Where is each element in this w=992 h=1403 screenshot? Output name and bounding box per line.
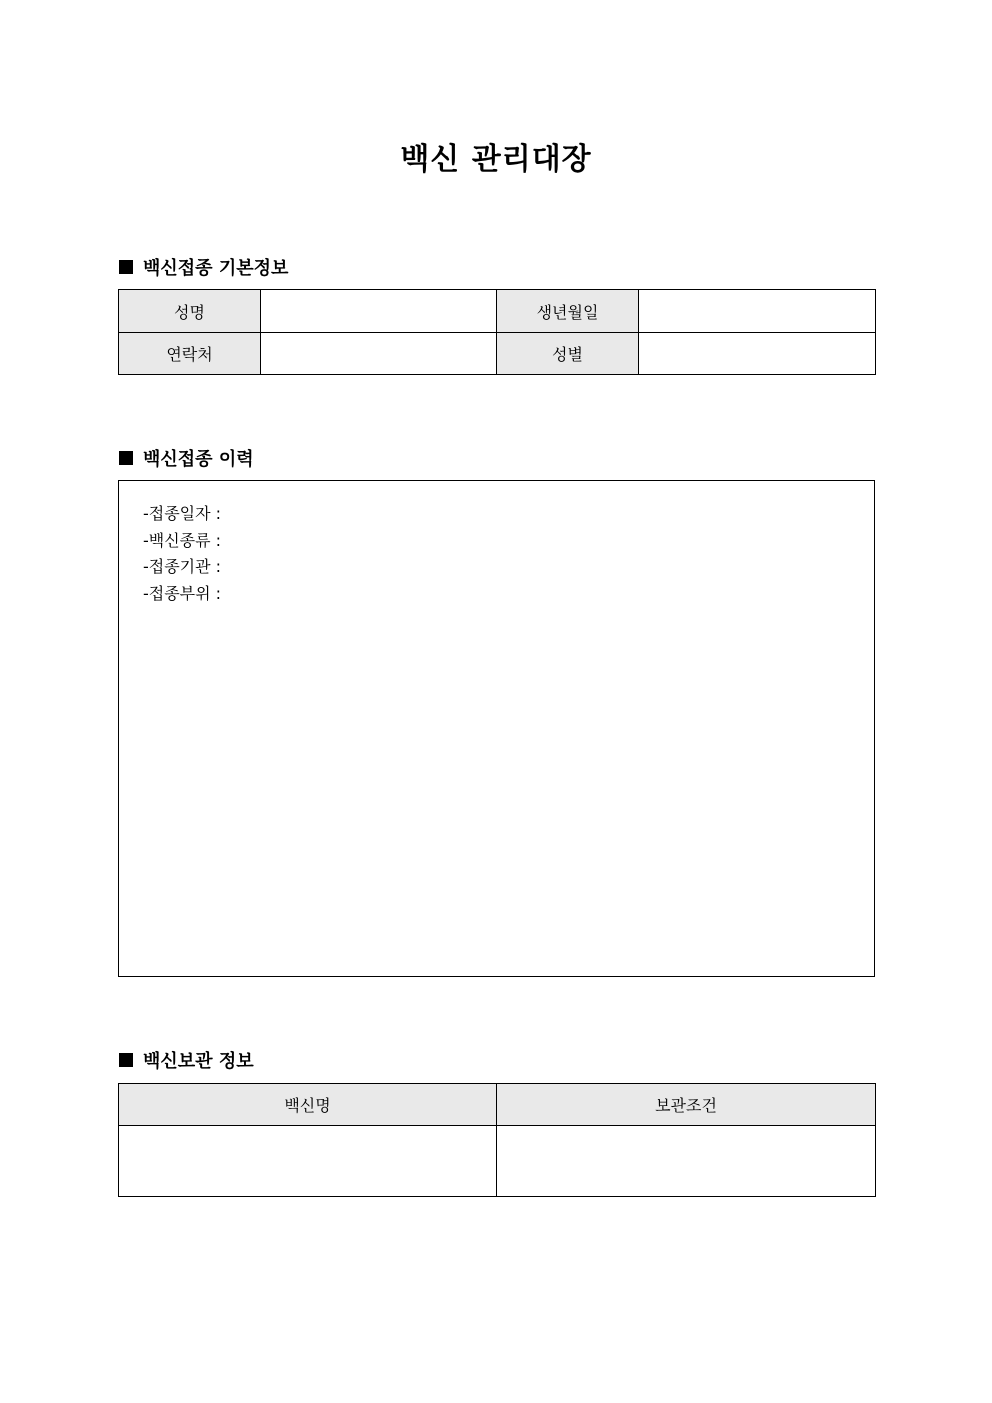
section-heading-history	[119, 445, 254, 471]
section-heading-label: 백신접종 이력	[143, 449, 254, 470]
page-title: 백신 관리대장	[400, 142, 592, 177]
table-row	[119, 1126, 876, 1197]
column-header-vaccine-name: 백신명	[119, 1084, 497, 1126]
section-heading-label: 백신접종 기본정보	[143, 258, 289, 279]
birthdate-field[interactable]	[639, 290, 876, 333]
storage-condition-field[interactable]	[497, 1126, 876, 1197]
table-row	[119, 290, 876, 333]
vaccine-name-field[interactable]	[119, 1126, 497, 1197]
table-row	[119, 333, 876, 375]
section-heading-basic-info	[119, 254, 288, 280]
section-heading-label: 백신보관 정보	[143, 1051, 254, 1072]
storage-table	[118, 1083, 876, 1197]
list-item-vaccine-type: -백신종류 :	[143, 530, 222, 550]
contact-field[interactable]	[261, 333, 497, 375]
gender-field[interactable]	[639, 333, 876, 375]
black-square-icon	[119, 451, 133, 465]
name-label: 성명	[119, 290, 261, 333]
black-square-icon	[119, 260, 133, 274]
table-header-row	[119, 1084, 876, 1126]
list-item-injection-site: -접종부위 :	[143, 583, 222, 603]
black-square-icon	[119, 1053, 133, 1067]
history-box[interactable]	[118, 480, 875, 977]
list-item-vaccination-date: -접종일자 :	[143, 504, 222, 523]
history-list	[143, 501, 221, 607]
birthdate-label: 생년월일	[497, 290, 639, 333]
list-item-vaccination-institution: -접종기관 :	[143, 557, 222, 576]
name-field[interactable]	[261, 290, 497, 333]
gender-label: 성별	[497, 333, 639, 375]
contact-label: 연락처	[119, 333, 261, 375]
basic-info-table	[118, 289, 876, 375]
column-header-storage-condition: 보관조건	[497, 1084, 876, 1126]
section-heading-storage	[119, 1047, 254, 1073]
